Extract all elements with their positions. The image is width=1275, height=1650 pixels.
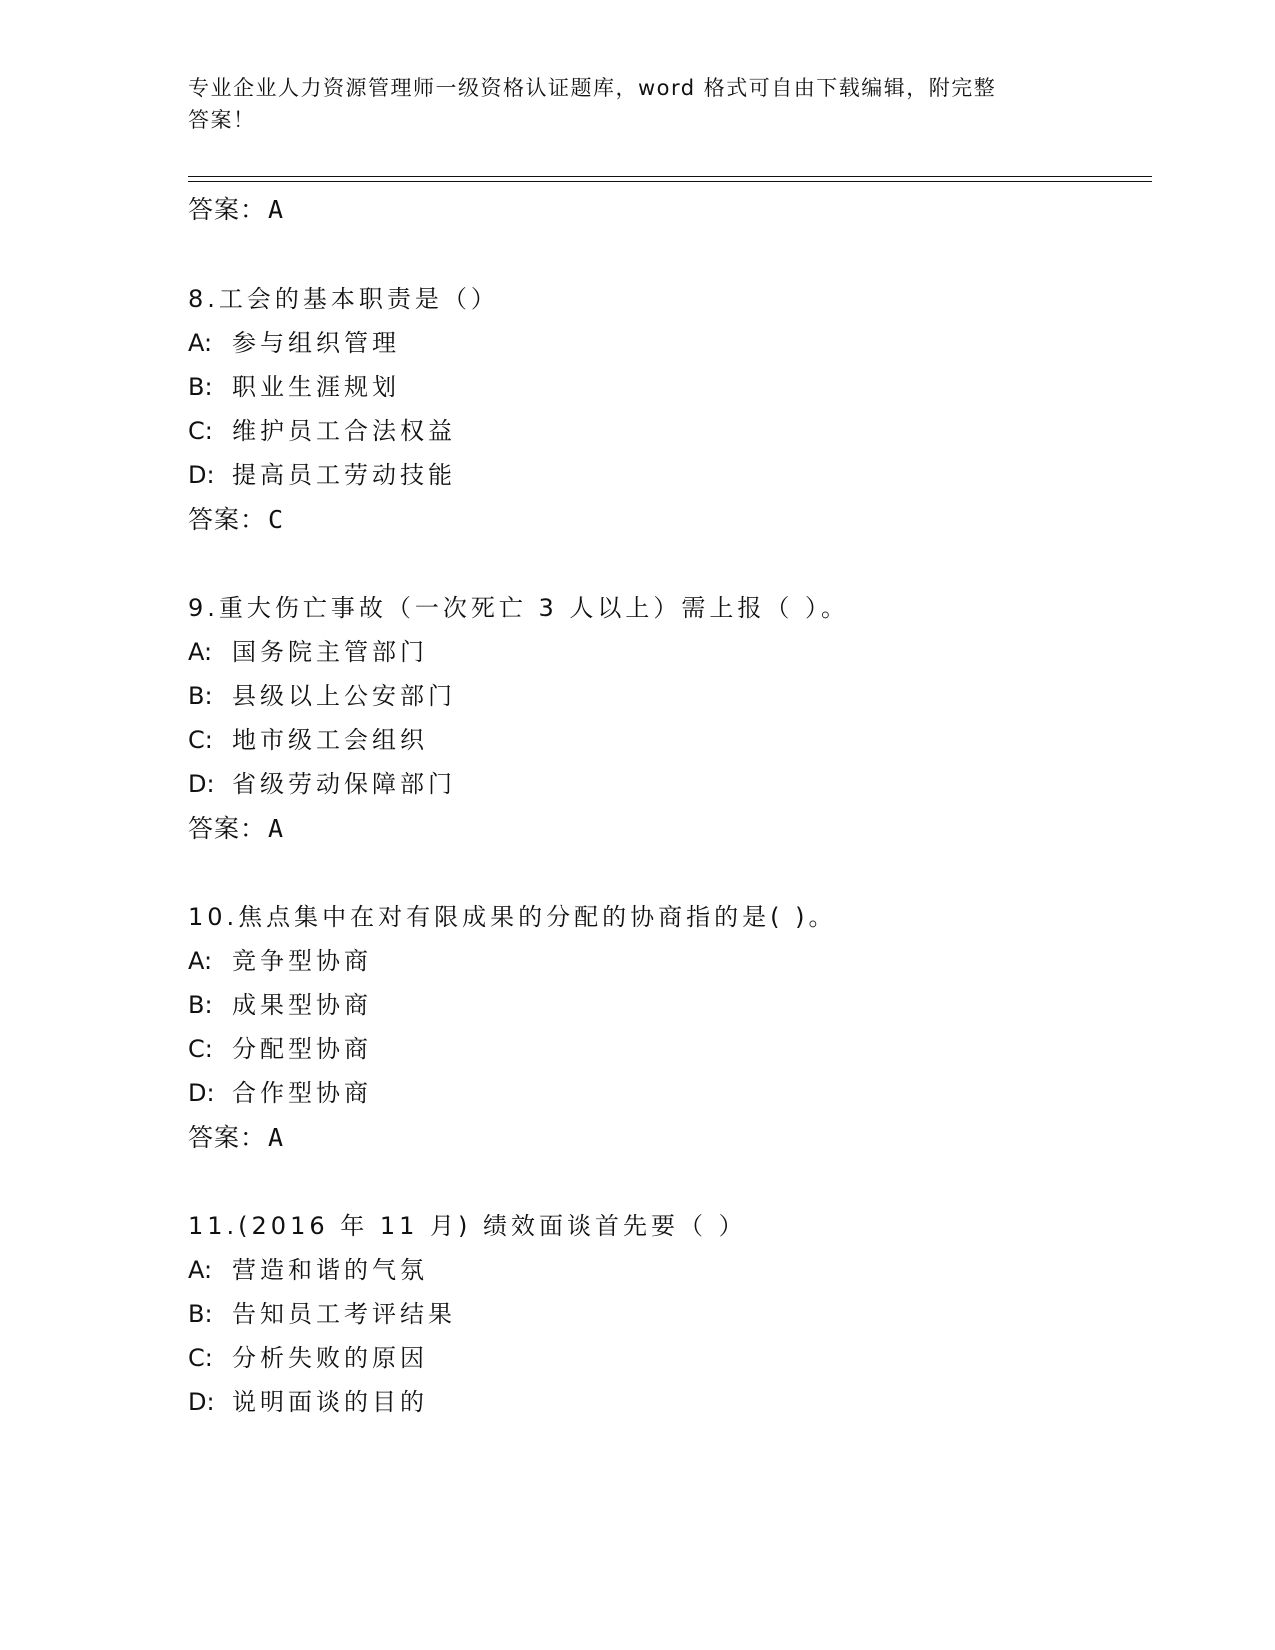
answer-label: 答案： (188, 1123, 267, 1152)
option-text: 说明面谈的目的 (232, 1388, 428, 1416)
option-letter: B: (188, 682, 213, 710)
option-c (188, 415, 456, 447)
header-line-1: 专业企业人力资源管理师一级资格认证题库，word 格式可自由下载编辑，附完整 (188, 76, 997, 100)
answer-label: 答案： (188, 195, 267, 224)
option-text: 地市级工会组织 (232, 726, 428, 754)
option-letter: A: (188, 1256, 213, 1284)
header-divider-top (188, 176, 1152, 177)
option-text: 分配型协商 (232, 1035, 372, 1063)
option-b (188, 371, 400, 403)
option-b (188, 1298, 456, 1330)
option-letter: D: (188, 770, 215, 798)
option-text: 竞争型协商 (232, 947, 372, 975)
answer-label: 答案： (188, 814, 267, 843)
option-text: 合作型协商 (232, 1079, 372, 1107)
option-letter: C: (188, 1035, 213, 1063)
question-stem: 10.焦点集中在对有限成果的分配的协商指的是( )。 (188, 903, 837, 931)
option-letter: B: (188, 373, 213, 401)
option-c (188, 1033, 372, 1065)
option-text: 营造和谐的气氛 (232, 1256, 428, 1284)
option-letter: C: (188, 1344, 213, 1372)
option-letter: A: (188, 947, 213, 975)
answer-value: A (268, 1123, 285, 1152)
answer-line (188, 813, 284, 845)
option-a (188, 327, 400, 359)
answer-label: 答案： (188, 505, 267, 534)
option-text: 成果型协商 (232, 991, 372, 1019)
option-letter: D: (188, 1388, 215, 1416)
option-b (188, 989, 372, 1021)
answer-value: A (268, 195, 285, 224)
option-text: 维护员工合法权益 (232, 417, 456, 445)
option-a (188, 945, 372, 977)
question-stem: 9.重大伤亡事故（一次死亡 3 人以上）需上报（ ）。 (188, 594, 850, 622)
option-letter: D: (188, 461, 215, 489)
option-text: 分析失败的原因 (232, 1344, 428, 1372)
answer-value: A (268, 814, 285, 843)
option-letter: C: (188, 726, 213, 754)
option-text: 职业生涯规划 (232, 373, 400, 401)
option-b (188, 680, 456, 712)
option-d (188, 1077, 372, 1109)
option-a (188, 1254, 428, 1286)
answer-value: C (268, 505, 285, 534)
header-line-2: 答案！ (188, 108, 256, 132)
document-header (188, 72, 1088, 136)
option-letter: A: (188, 329, 213, 357)
option-a (188, 636, 428, 668)
option-letter: C: (188, 417, 213, 445)
option-text: 国务院主管部门 (232, 638, 428, 666)
option-text: 告知员工考评结果 (232, 1300, 456, 1328)
question-stem: 11.(2016 年 11 月) 绩效面谈首先要（ ） (188, 1212, 747, 1240)
option-d (188, 1386, 428, 1418)
option-letter: A: (188, 638, 213, 666)
option-letter: D: (188, 1079, 215, 1107)
option-text: 县级以上公安部门 (232, 682, 456, 710)
option-text: 参与组织管理 (232, 329, 400, 357)
answer-line (188, 504, 284, 536)
option-letter: B: (188, 1300, 213, 1328)
option-text: 省级劳动保障部门 (232, 770, 456, 798)
option-c (188, 1342, 428, 1374)
option-d (188, 459, 456, 491)
option-d (188, 768, 456, 800)
option-letter: B: (188, 991, 213, 1019)
answer-line (188, 194, 284, 226)
option-c (188, 724, 428, 756)
option-text: 提高员工劳动技能 (232, 461, 456, 489)
question-stem: 8.工会的基本职责是（） (188, 285, 499, 313)
header-divider-bottom (188, 181, 1152, 182)
answer-line (188, 1122, 284, 1154)
